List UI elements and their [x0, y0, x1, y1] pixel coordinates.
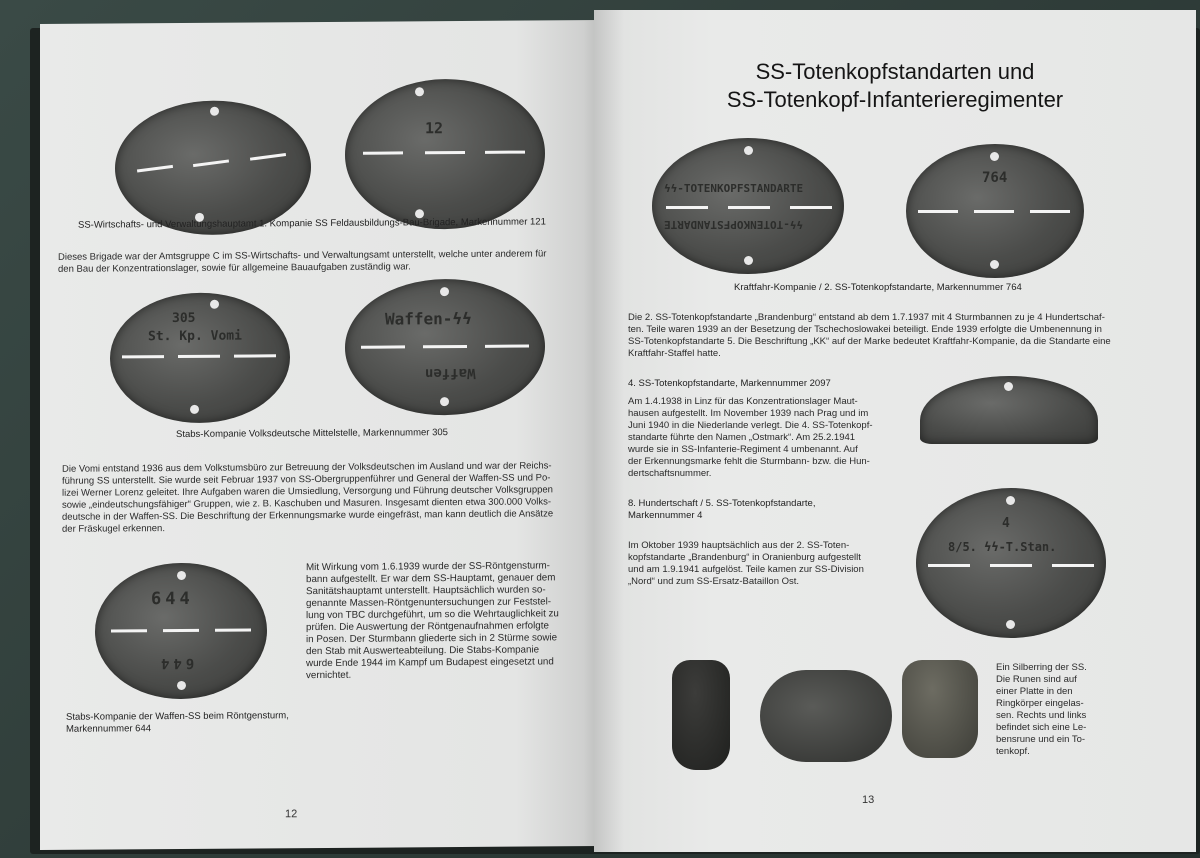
- tag-hole: [177, 681, 186, 690]
- tag-hole: [990, 152, 999, 161]
- body-line: führung SS unterstellt. Sie wurde seit Februar 1937 von SS-Obergruppenführer und General der Waffen-SS und Po-: [62, 472, 551, 487]
- tag-stamp: 8/5. ϟϟ-T.Stan.: [948, 540, 1057, 554]
- body-line: genannte Massen-Röntgenuntersuchungen zur Feststel-: [306, 596, 552, 610]
- body-line: „Nord“ und zum SS-Ersatz-Bataillon Ost.: [628, 576, 800, 587]
- dog-tag-4: [916, 488, 1106, 638]
- tag-dash: [728, 206, 770, 209]
- body-line: Im Oktober 1939 hauptsächlich aus der 2. SS-Toten-: [628, 540, 850, 551]
- tag-dash: [1052, 564, 1094, 567]
- tag-stamp: St. Kp. Vomi: [148, 328, 242, 345]
- right-page: [594, 10, 1196, 852]
- tag-dash: [790, 206, 832, 209]
- tag-stamp: Waffen-ϟϟ: [385, 308, 472, 329]
- dog-tag-305-a: [110, 292, 290, 423]
- dog-tag-121-a: [115, 100, 311, 235]
- caption-markennummer-4-line2: Markennummer 4: [628, 510, 703, 521]
- tag-hole: [1006, 620, 1015, 629]
- body-line: befindet sich eine Le-: [996, 722, 1087, 733]
- dog-tag-121-b: [345, 78, 545, 229]
- body-line: lizei Werner Lorenz geleitet. Ihre Aufgaben waren die Umsiedlung, Versorgung und Führung deutscher Volksgruppen: [62, 484, 553, 499]
- tag-hole: [190, 405, 199, 414]
- body-line: Am 1.4.1938 in Linz für das Konzentrationslager Maut-: [628, 396, 858, 407]
- tag-stamp: ϟϟ-TOTENKOPFSTANDARTE: [664, 218, 804, 231]
- body-line: dertschaftsnummer.: [628, 468, 712, 479]
- tag-dash: [485, 151, 525, 154]
- tag-stamp: 644: [151, 588, 194, 610]
- caption-markennummer-764: Kraftfahr-Kompanie / 2. SS-Totenkopfstandarte, Markennummer 764: [734, 282, 1022, 293]
- tag-dash: [666, 206, 708, 209]
- tag-stamp: 12: [425, 119, 444, 138]
- body-line: bensrune und ein To-: [996, 734, 1086, 745]
- tag-stamp: 4: [1002, 516, 1010, 531]
- tag-dash: [111, 629, 147, 632]
- body-line: deutsche in der Waffen-SS. Die Beschriftung der Erkennungsmarke wurde eingefräst, man kann deutlich die Ansätze: [62, 508, 554, 523]
- tag-stamp: 764: [982, 170, 1008, 186]
- tag-hole: [990, 260, 999, 269]
- tag-dash: [1030, 210, 1070, 213]
- page-number-right: 13: [862, 794, 875, 806]
- tag-dash: [361, 345, 405, 348]
- body-line: Sanitätshauptamt unterstellt. Hauptsächlich wurden so-: [306, 584, 546, 598]
- tag-dash: [178, 355, 220, 358]
- dog-tag-644: [95, 562, 267, 699]
- dog-tag-764-a: [652, 138, 844, 274]
- ring-front: [760, 670, 892, 762]
- tag-dash: [990, 564, 1032, 567]
- page-number-left: 12: [285, 808, 298, 821]
- ring-side-left: [672, 660, 730, 770]
- page-title-line2: SS-Totenkopf-Infanterieregimenter: [726, 87, 1064, 112]
- body-line: wurde sie in SS-Infanterie-Regiment 4 umbenannt. Auf: [628, 444, 858, 455]
- body-line: bann aufgestellt. Er war dem SS-Hauptamt, genauer dem: [306, 572, 556, 586]
- body-line: vernichtet.: [306, 669, 352, 682]
- tag-dash: [918, 210, 958, 213]
- tag-dash: [974, 210, 1014, 213]
- body-line: einer Platte in den: [996, 686, 1073, 697]
- body-line: Dieses Brigade war der Amtsgruppe C im SS-Wirtschafts- und Verwaltungsamt unterstellt, welche unter anderem für: [58, 248, 547, 263]
- dog-tag-2097: [920, 376, 1098, 444]
- tag-dash: [234, 354, 276, 357]
- tag-dash: [425, 151, 465, 154]
- tag-hole: [210, 300, 219, 309]
- caption-markennummer-305: Stabs-Kompanie Volksdeutsche Mittelstelle, Markennummer 305: [176, 427, 448, 441]
- tag-dash: [193, 159, 229, 167]
- body-line: der Fräskugel erkennen.: [62, 523, 165, 535]
- page-title-line1: SS-Totenkopfstandarten und: [755, 59, 1035, 84]
- tag-dash: [122, 355, 164, 358]
- tag-dash: [163, 629, 199, 632]
- body-line: Die 2. SS-Totenkopfstandarte „Brandenburg“ entstand ab dem 1.7.1937 mit 4 Sturmbannen zu je 4 Hundertschaf-: [628, 312, 1105, 323]
- body-line: hausen aufgestellt. Im November 1939 nach Prag und im: [628, 408, 869, 419]
- body-line: Die Vomi entstand 1936 aus dem Volkstumsbüro zur Betreuung der Volksdeutschen im Ausland und war der Reichs-: [62, 460, 552, 475]
- tag-hole: [440, 397, 449, 406]
- body-line: tenkopf.: [996, 746, 1030, 757]
- body-line: sen. Rechts und links: [996, 710, 1087, 721]
- body-line: Juni 1940 in die Niederlande verlegt. Die 4. SS-Totenkopf-: [628, 420, 873, 431]
- tag-stamp: ϟϟ-TOTENKOPFSTANDARTE: [664, 182, 804, 195]
- tag-hole: [177, 571, 186, 580]
- body-line: in Posen. Der Sturmbann gliederte sich in 2 Stürme sowie: [306, 632, 558, 646]
- caption-markennummer-644-line1: Stabs-Kompanie der Waffen-SS beim Röntgensturm,: [66, 710, 289, 723]
- tag-stamp: 305: [172, 310, 196, 327]
- tag-hole: [744, 256, 753, 265]
- tag-dash: [423, 345, 467, 348]
- tag-hole: [440, 287, 449, 296]
- body-line: ten. Teile waren 1939 an der Besetzung der Tschechoslowakei beteiligt. Ende 1939 erfolgte die Umbenennung in: [628, 324, 1102, 335]
- dog-tag-305-b: [345, 278, 545, 415]
- tag-dash: [928, 564, 970, 567]
- body-line: Kraftfahr-Staffel hatte.: [628, 348, 721, 359]
- tag-hole: [744, 146, 753, 155]
- tag-hole: [1004, 382, 1013, 391]
- caption-markennummer-2097: 4. SS-Totenkopfstandarte, Markennummer 2097: [628, 378, 831, 389]
- body-line: Ringkörper eingelas-: [996, 698, 1084, 709]
- ring-side-right: [902, 660, 978, 758]
- caption-markennummer-121: SS-Wirtschafts- und Verwaltungshauptamt 1. Kompanie SS Feldausbildungs-Bau-Brigade, Markennummer 121: [78, 216, 546, 231]
- tag-dash: [485, 345, 529, 348]
- tag-stamp: Waffen: [425, 364, 476, 382]
- body-line: und am 1.9.1941 aufgelöst. Teile kamen zur SS-Division: [628, 564, 864, 575]
- dog-tag-764-b: [906, 144, 1084, 278]
- body-line: sowie „eindeutschungsfähiger“ Gruppen, wie z. B. Kaschuben und Masuren. Insgesamt dienten etwa 300.000 Volks-: [62, 496, 552, 511]
- tag-dash: [363, 151, 403, 154]
- body-line: Ein Silberring der SS.: [996, 662, 1087, 673]
- tag-stamp: 644: [157, 654, 195, 672]
- caption-markennummer-644-line2: Markennummer 644: [66, 723, 152, 735]
- body-line: den Bau der Konzentrationslager, sowie für allgemeine Bauaufgaben zuständig war.: [58, 261, 411, 275]
- body-line: standarte führte den Namen „Ostmark“. Am 25.2.1941: [628, 432, 856, 443]
- body-line: kopfstandarte „Brandenburg“ in Oranienburg aufgestellt: [628, 552, 861, 563]
- body-line: prüfen. Die Auswertung der Röntgenaufnahmen erfolgte: [306, 620, 549, 634]
- body-line: den Stab mit Auswerteabteilung. Die Stabs-Kompanie: [306, 644, 540, 658]
- body-line: der Erkennungsmarke fehlt die Sturmbann- bzw. die Hun-: [628, 456, 870, 467]
- body-line: SS-Totenkopfstandarte 5. Die Beschriftung „KK“ auf der Marke bedeutet Kraftfahr-Kompanie, da die Standarte eine: [628, 336, 1111, 347]
- tag-hole: [1006, 496, 1015, 505]
- body-line: Die Runen sind auf: [996, 674, 1077, 685]
- tag-hole: [210, 107, 219, 116]
- tag-hole: [415, 87, 424, 96]
- caption-markennummer-4-line1: 8. Hundertschaft / 5. SS-Totenkopfstandarte,: [628, 498, 816, 509]
- body-line: wurde Ende 1944 im Kampf um Budapest eingesetzt und: [306, 656, 554, 670]
- left-page: [40, 20, 600, 850]
- body-line: lung von TBC durchgeführt, um so die Wehrtauglichkeit zu: [306, 608, 559, 622]
- tag-dash: [250, 153, 286, 161]
- tag-dash: [215, 628, 251, 631]
- body-line: Mit Wirkung vom 1.6.1939 wurde der SS-Röntgensturm-: [306, 560, 550, 574]
- tag-dash: [137, 165, 173, 173]
